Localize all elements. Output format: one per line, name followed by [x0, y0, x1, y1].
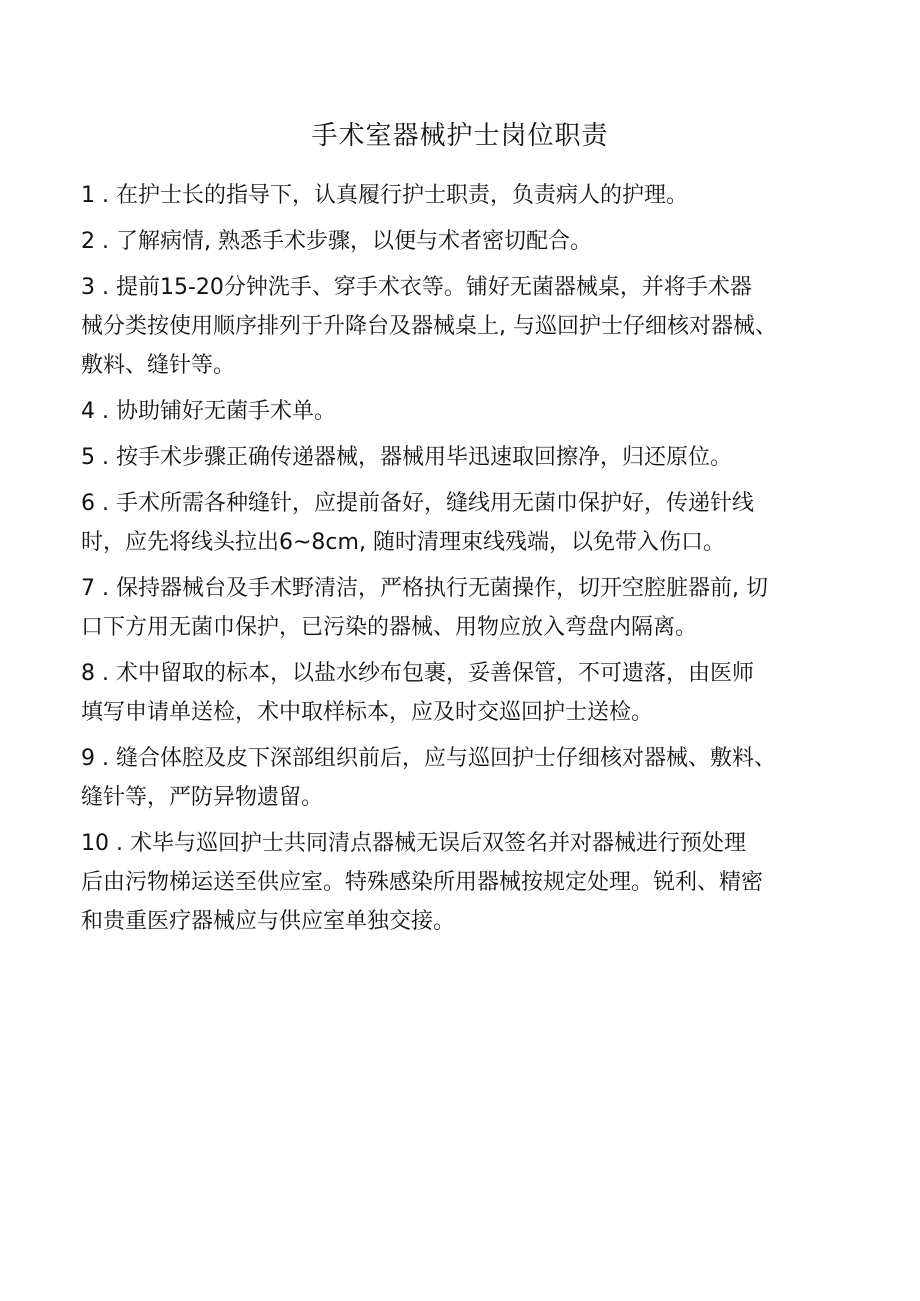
duty-list	[81, 176, 851, 948]
duty-item-9: 9 . 缝合体腔及皮下深部组织前后，应与巡回护士仔细核对器械、敷料、 缝针等，严防异物遗留。	[81, 746, 776, 810]
duty-item-6: 6 . 手术所需各种缝针，应提前备好，缝线用无菌巾保护好，传递针线 时，应先将线头拉出6~8cm, 随时清理束线残端，以免带入伤口。	[81, 491, 754, 555]
duty-item-5: 5 . 按手术步骤正确传递器械，器械用毕迅速取回擦净，归还原位。	[81, 445, 732, 470]
duty-item-2: 2 . 了解病情, 熟悉手术步骤，以便与术者密切配合。	[81, 229, 592, 254]
duty-item-4: 4 . 协助铺好无菌手术单。	[81, 399, 336, 424]
document-title: 手术室器械护士岗位职责	[311, 121, 609, 151]
duty-item-3: 3 . 提前15-20分钟洗手、穿手术衣等。铺好无菌器械桌，并将手术器 械分类按使用顺序排列于升降台及器械桌上, 与巡回护士仔细核对器械、 敷料、缝针等。	[81, 275, 777, 378]
duty-item-10: 10 . 术毕与巡回护士共同清点器械无误后双签名并对器械进行预处理 后由污物梯运送至供应室。特殊感染所用器械按规定处理。锐利、精密 和贵重医疗器械应与供应室单独交接。	[81, 831, 764, 934]
duty-item-1: 1 . 在护士长的指导下，认真履行护士职责，负责病人的护理。	[81, 183, 688, 208]
duty-item-8: 8 . 术中留取的标本，以盐水纱布包裹，妥善保管，不可遗落，由医师 填写申请单送检，术中取样标本，应及时交巡回护士送检。	[81, 661, 754, 725]
duty-item-7: 7 . 保持器械台及手术野清洁，严格执行无菌操作，切开空腔脏器前, 切 口下方用无菌巾保护，已污染的器械、用物应放入弯盘内隔离。	[81, 576, 768, 640]
